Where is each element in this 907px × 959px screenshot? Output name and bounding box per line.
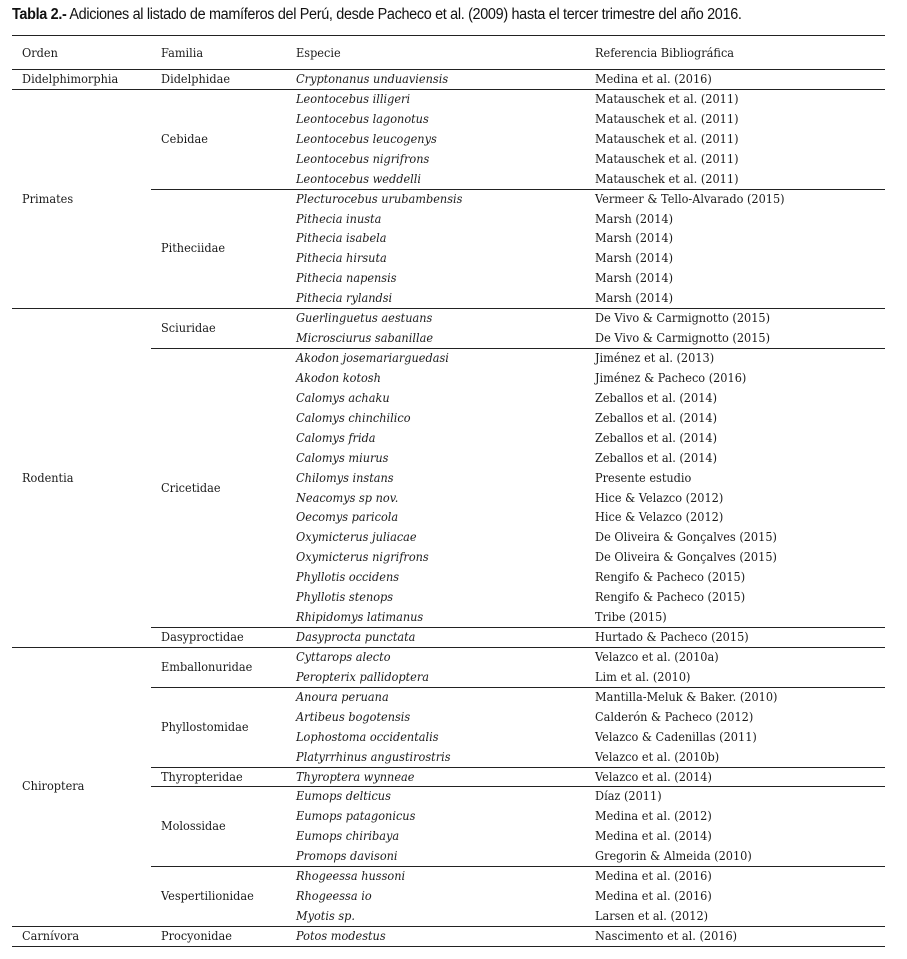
- referencia-cell: Jiménez & Pacheco (2016): [595, 370, 747, 385]
- referencia-cell: Rengifo & Pacheco (2015): [595, 590, 746, 605]
- especie-cell: Promops davisoni: [296, 849, 398, 864]
- referencia-cell: Medina et al. (2014): [595, 829, 712, 844]
- familia-cell: Pitheciidae: [161, 241, 226, 256]
- referencia-cell: Velazco & Cadenillas (2011): [595, 729, 757, 744]
- header-orden: Orden: [22, 46, 58, 60]
- especie-cell: Rhogeessa io: [296, 889, 372, 904]
- especie-cell: Calomys chinchilico: [296, 410, 411, 425]
- referencia-cell: Marsh (2014): [595, 251, 674, 266]
- especie-cell: Oecomys paricola: [296, 510, 399, 525]
- familia-cell: Phyllostomidae: [161, 719, 249, 734]
- referencia-cell: De Oliveira & Gonçalves (2015): [595, 530, 777, 545]
- especie-cell: Calomys frida: [296, 430, 376, 445]
- especie-cell: Eumops chiribaya: [296, 829, 400, 844]
- familia-divider: [151, 767, 885, 768]
- especie-cell: Leontocebus lagonotus: [296, 111, 429, 126]
- referencia-cell: Velazco et al. (2010b): [595, 749, 720, 764]
- familia-cell: Cebidae: [161, 131, 208, 146]
- especie-cell: Pithecia isabela: [296, 231, 387, 246]
- especie-cell: Phyllotis occidens: [296, 570, 400, 585]
- referencia-cell: Matauschek et al. (2011): [595, 151, 739, 166]
- especie-cell: Plecturocebus urubambensis: [296, 191, 463, 206]
- especie-cell: Platyrrhinus angustirostris: [296, 749, 451, 764]
- familia-cell: Molossidae: [161, 819, 226, 834]
- familia-cell: Cricetidae: [161, 480, 221, 495]
- table-top-rule: [12, 35, 885, 36]
- especie-cell: Calomys achaku: [296, 390, 390, 405]
- referencia-cell: De Vivo & Carmignotto (2015): [595, 331, 771, 346]
- especie-cell: Leontocebus weddelli: [296, 171, 422, 186]
- referencia-cell: Marsh (2014): [595, 291, 674, 306]
- header-rule: [12, 69, 885, 70]
- table-caption: [12, 6, 742, 24]
- especie-cell: Myotis sp.: [296, 909, 356, 924]
- especie-cell: Eumops delticus: [296, 789, 391, 804]
- orden-divider: [12, 308, 885, 309]
- referencia-cell: Calderón & Pacheco (2012): [595, 709, 754, 724]
- header-especie: Especie: [296, 46, 341, 60]
- orden-cell: Rodentia: [22, 470, 74, 485]
- orden-cell: Primates: [22, 191, 74, 206]
- referencia-cell: De Vivo & Carmignotto (2015): [595, 311, 771, 326]
- caption-text: Adiciones al listado de mamíferos del Perú, desde Pacheco et al. (2009) hasta el tercer trimestre del año 2016.: [66, 6, 742, 23]
- referencia-cell: Velazco et al. (2010a): [595, 649, 719, 664]
- familia-cell: Vespertilionidae: [161, 889, 254, 904]
- referencia-cell: Marsh (2014): [595, 231, 674, 246]
- especie-cell: Oxymicterus nigrifrons: [296, 550, 429, 565]
- especie-cell: Cryptonanus unduaviensis: [296, 72, 449, 86]
- orden-cell: Carnívora: [22, 928, 80, 943]
- especie-cell: Leontocebus leucogenys: [296, 131, 437, 146]
- referencia-cell: Medina et al. (2016): [595, 869, 712, 884]
- familia-cell: Thyropteridae: [161, 769, 243, 784]
- referencia-cell: Matauschek et al. (2011): [595, 171, 739, 186]
- header-referencia: Referencia Bibliográfica: [595, 46, 735, 60]
- referencia-cell: Hurtado & Pacheco (2015): [595, 630, 749, 645]
- referencia-cell: Rengifo & Pacheco (2015): [595, 570, 746, 585]
- referencia-cell: Gregorin & Almeida (2010): [595, 849, 752, 864]
- referencia-cell: Nascimento et al. (2016): [595, 928, 738, 943]
- familia-divider: [151, 627, 885, 628]
- familia-cell: Emballonuridae: [161, 659, 253, 674]
- especie-cell: Potos modestus: [296, 928, 386, 943]
- especie-cell: Oxymicterus juliacae: [296, 530, 417, 545]
- orden-divider: [12, 926, 885, 927]
- referencia-cell: Lim et al. (2010): [595, 669, 691, 684]
- referencia-cell: Matauschek et al. (2011): [595, 91, 739, 106]
- referencia-cell: Zeballos et al. (2014): [595, 430, 718, 445]
- referencia-cell: Mantilla-Meluk & Baker. (2010): [595, 689, 778, 704]
- referencia-cell: Jiménez et al. (2013): [595, 351, 715, 366]
- referencia-cell: Velazco et al. (2014): [595, 769, 712, 784]
- especie-cell: Pithecia rylandsi: [296, 291, 393, 306]
- familia-divider: [151, 348, 885, 349]
- especie-cell: Akodon josemariarguedasi: [296, 351, 449, 366]
- especie-cell: Dasyprocta punctata: [296, 630, 416, 645]
- especie-cell: Akodon kotosh: [296, 370, 381, 385]
- referencia-cell: Hice & Velazco (2012): [595, 510, 724, 525]
- header-familia: Familia: [161, 46, 204, 60]
- referencia-cell: Matauschek et al. (2011): [595, 111, 739, 126]
- familia-divider: [151, 189, 885, 190]
- referencia-cell: Larsen et al. (2012): [595, 909, 709, 924]
- orden-divider: [12, 89, 885, 90]
- especie-cell: Pithecia napensis: [296, 271, 397, 286]
- orden-divider: [12, 647, 885, 648]
- especie-cell: Leontocebus illigeri: [296, 91, 411, 106]
- referencia-cell: Zeballos et al. (2014): [595, 450, 718, 465]
- referencia-cell: Zeballos et al. (2014): [595, 390, 718, 405]
- especie-cell: Lophostoma occidentalis: [296, 729, 439, 744]
- referencia-cell: Matauschek et al. (2011): [595, 131, 739, 146]
- familia-cell: Dasyproctidae: [161, 630, 244, 644]
- familia-cell: Procyonidae: [161, 928, 232, 943]
- familia-divider: [151, 687, 885, 688]
- especie-cell: Microsciurus sabanillae: [296, 331, 434, 346]
- referencia-cell: Hice & Velazco (2012): [595, 490, 724, 505]
- especie-cell: Eumops patagonicus: [296, 809, 416, 824]
- referencia-cell: Zeballos et al. (2014): [595, 410, 718, 425]
- table-bottom-rule: [12, 946, 885, 947]
- familia-divider: [151, 786, 885, 787]
- referencia-cell: De Oliveira & Gonçalves (2015): [595, 550, 777, 565]
- referencia-cell: Medina et al. (2012): [595, 809, 712, 824]
- referencia-cell: Presente estudio: [595, 470, 692, 485]
- referencia-cell: Vermeer & Tello-Alvarado (2015): [595, 191, 785, 206]
- especie-cell: Rhogeessa hussoni: [296, 869, 406, 884]
- referencia-cell: Díaz (2011): [595, 789, 662, 804]
- especie-cell: Rhipidomys latimanus: [296, 610, 424, 625]
- referencia-cell: Medina et al. (2016): [595, 72, 712, 86]
- referencia-cell: Tribe (2015): [595, 610, 667, 625]
- referencia-cell: Medina et al. (2016): [595, 889, 712, 904]
- especie-cell: Pithecia inusta: [296, 211, 382, 226]
- especie-cell: Neacomys sp nov.: [296, 490, 399, 505]
- especie-cell: Cyttarops alecto: [296, 649, 391, 664]
- caption-label: Tabla 2.-: [12, 6, 67, 23]
- especie-cell: Peropterix pallidoptera: [296, 669, 430, 684]
- especie-cell: Chilomys instans: [296, 470, 394, 485]
- referencia-cell: Marsh (2014): [595, 211, 674, 226]
- familia-cell: Didelphidae: [161, 71, 231, 86]
- familia-cell: Sciuridae: [161, 321, 216, 336]
- orden-cell: Didelphimorphia: [22, 71, 119, 86]
- especie-cell: Calomys miurus: [296, 450, 389, 465]
- familia-divider: [151, 866, 885, 867]
- especie-cell: Phyllotis stenops: [296, 590, 394, 605]
- especie-cell: Artibeus bogotensis: [296, 709, 411, 724]
- especie-cell: Anoura peruana: [296, 689, 389, 704]
- especie-cell: Thyroptera wynneae: [296, 769, 415, 784]
- especie-cell: Pithecia hirsuta: [296, 251, 387, 266]
- referencia-cell: Marsh (2014): [595, 271, 674, 286]
- especie-cell: Guerlinguetus aestuans: [296, 311, 433, 326]
- especie-cell: Leontocebus nigrifrons: [296, 151, 430, 166]
- orden-cell: Chiroptera: [22, 779, 85, 794]
